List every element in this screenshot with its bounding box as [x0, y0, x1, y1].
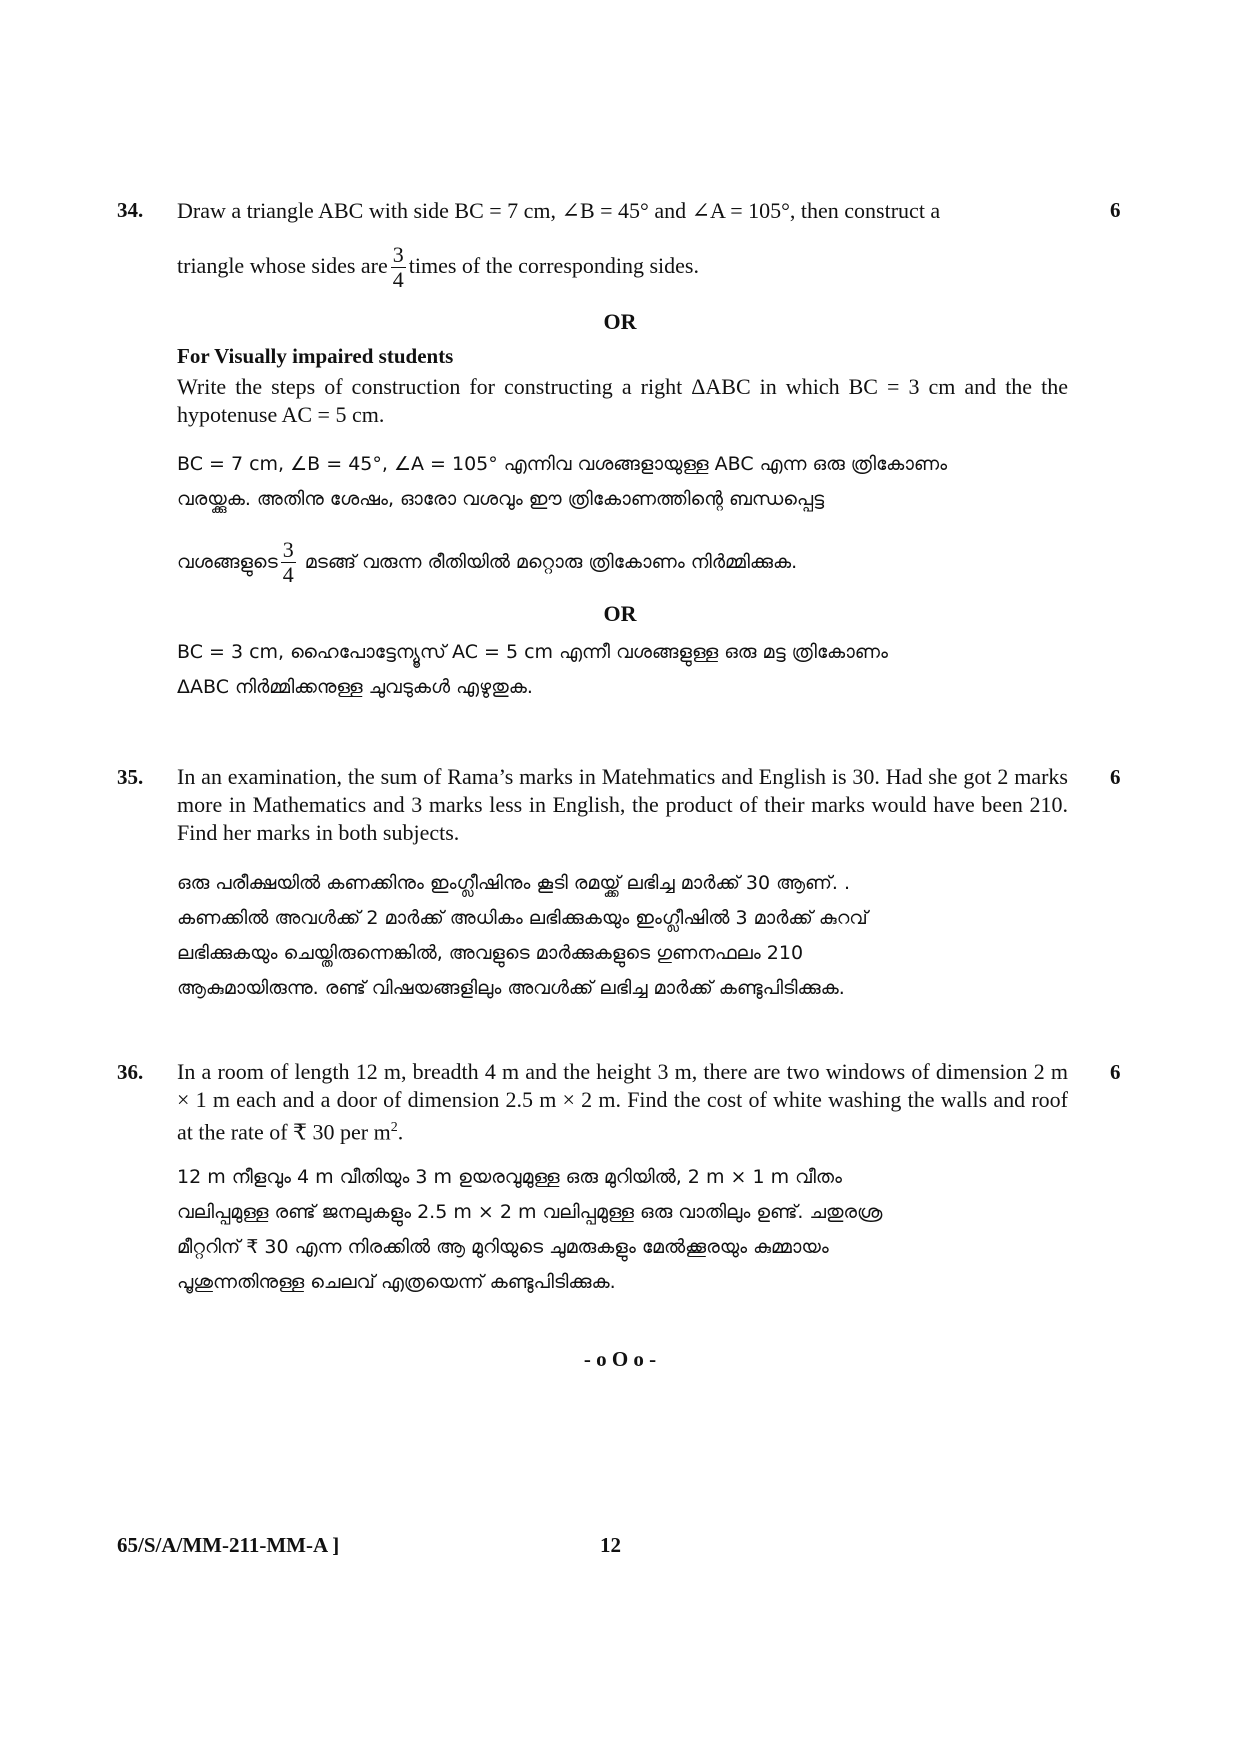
question-number-36: 36. — [117, 1060, 144, 1084]
q34-ml-line3-post: മടങ്ങ് വരുന്ന രീതിയിൽ മറ്റൊരു ത്രികോണം നിർമ്മിക്കുക. — [304, 551, 798, 573]
q35-ml-line2: കണക്കിൽ അവൾക്ക് 2 മാർക്ക് അധികം ലഭിക്കുകയും ഇംഗ്ലീഷിൽ 3 മാർക്ക് കുറവ് — [177, 907, 868, 929]
q36-ml-line3: മീറ്ററിന് ₹ 30 എന്ന നിരക്കിൽ ആ മുറിയുടെ ചുമരുകളും മേൽക്കൂരയും കുമ്മായം — [177, 1236, 829, 1258]
question-34-english-line2 — [177, 236, 1068, 296]
question-34-malayalam-vi — [177, 635, 1068, 705]
q34-ml-vi-line2: ΔABC നിർമ്മിക്കനുള്ള ചുവടുകൾ എഴുതുക. — [177, 676, 533, 698]
q34-text-line2-pre: triangle whose sides are — [177, 253, 388, 278]
question-35-malayalam — [177, 866, 1068, 1006]
q34-text-line1: Draw a triangle ABC with side BC = 7 cm, ∠B = 45° and ∠A = 105°, then construct a — [177, 198, 941, 223]
q34-ml-line3-pre: വശങ്ങളുടെ — [177, 551, 278, 573]
fraction-denominator-ml: 4 — [282, 562, 294, 587]
q34-ml-line2: വരയ്ക്കുക. അതിനു ശേഷം, ഓരോ വശവും ഈ ത്രികോണത്തിന്റെ ബന്ധപ്പെട്ട — [177, 488, 825, 510]
question-35-english — [177, 763, 1068, 847]
q36-ml-line1: 12 m നീളവും 4 m വീതിയും 3 m ഉയരവുമുള്ള ഒരു മുറിയിൽ, 2 m × 1 m വീതം — [177, 1166, 843, 1188]
marks-34: 6 — [1110, 198, 1121, 222]
vi-heading: For Visually impaired students — [177, 344, 454, 368]
visually-impaired-section — [177, 344, 1068, 429]
q36-text-tail: . — [397, 1119, 404, 1145]
question-36-english — [177, 1058, 1068, 1146]
q36-text-main: In a room of length 12 m, breadth 4 m and the height 3 m, there are two windows of dimension 2 m × 1 m each and a door of dimension 2.5 m × 2 m. Find the cost of white washing the walls and roof at the rate of ₹ 30 per m — [177, 1059, 1068, 1145]
question-34-english — [177, 197, 1068, 225]
q36-text — [177, 1058, 1068, 1146]
q35-ml-line1: ഒരു പരീക്ഷയിൽ കണക്കിനും ഇംഗ്ലീഷിനും കൂടി രമയ്ക്ക് ലഭിച്ച മാർക്ക് 30 ആണ്. . — [177, 872, 851, 894]
q34-ml-vi-line1: BC = 3 cm, ഹൈപോട്ടേന്യൂസ് AC = 5 cm എന്നീ വശങ്ങളുള്ള ഒരു മട്ട ത്രികോണം — [177, 641, 888, 663]
page-number: 12 — [600, 1533, 621, 1557]
fraction-denominator: 4 — [392, 267, 404, 293]
q34-text-line2-post: times of the corresponding sides. — [408, 253, 699, 278]
marks-36: 6 — [1110, 1060, 1121, 1084]
fraction-three-quarters-ml — [281, 538, 296, 587]
or-divider-1: OR — [603, 309, 637, 334]
question-number-34: 34. — [117, 198, 144, 222]
q36-ml-line4: പൂശുന്നതിനുള്ള ചെലവ് എത്രയെന്ന് കണ്ടുപിടിക്കുക. — [177, 1271, 616, 1293]
marks-35: 6 — [1110, 765, 1121, 789]
question-number-35: 35. — [117, 765, 144, 789]
q35-ml-line4: ആകുമായിരുന്നു. രണ്ട് വിഷയങ്ങളിലും അവൾക്ക് ലഭിച്ച മാർക്ക് കണ്ടുപിടിക്കുക. — [177, 977, 845, 999]
fraction-numerator-ml: 3 — [282, 537, 294, 562]
question-34-malayalam — [177, 447, 1068, 517]
paper-code: 65/S/A/MM-211-MM-A ] — [117, 1533, 340, 1557]
end-of-paper-mark: - o O o - — [583, 1347, 657, 1371]
fraction-numerator: 3 — [392, 242, 404, 268]
or-divider-2: OR — [603, 601, 637, 626]
q35-text: In an examination, the sum of Rama’s marks in Matehmatics and English is 30. Had she got 2 marks more in Mathematics and 3 marks less in English, the product of their marks would have been 210. Find her marks in both subjects. — [177, 764, 1068, 845]
q36-ml-line2: വലിപ്പമുള്ള രണ്ട് ജനലുകളും 2.5 m × 2 m വലിപ്പമുള്ള ഒരു വാതിലും ഉണ്ട്. ചതുരശ്ര — [177, 1201, 883, 1223]
q34-ml-line1: BC = 7 cm, ∠B = 45°, ∠A = 105° എന്നിവ വശങ്ങളായുള്ള ABC എന്ന ഒരു ത്രികോണം — [177, 453, 948, 475]
fraction-three-quarters — [391, 243, 406, 292]
vi-text: Write the steps of construction for constructing a right ΔABC in which BC = 3 cm and the the hypotenuse AC = 5 cm. — [177, 374, 1068, 427]
q36-superscript: 2 — [390, 1120, 398, 1135]
q35-ml-line3: ലഭിക്കുകയും ചെയ്തിരുന്നെങ്കിൽ, അവളുടെ മാർക്കുകളുടെ ഗുണനഫലം 210 — [177, 942, 804, 964]
question-34-malayalam-line3 — [177, 532, 1068, 592]
question-36-malayalam — [177, 1160, 1068, 1300]
